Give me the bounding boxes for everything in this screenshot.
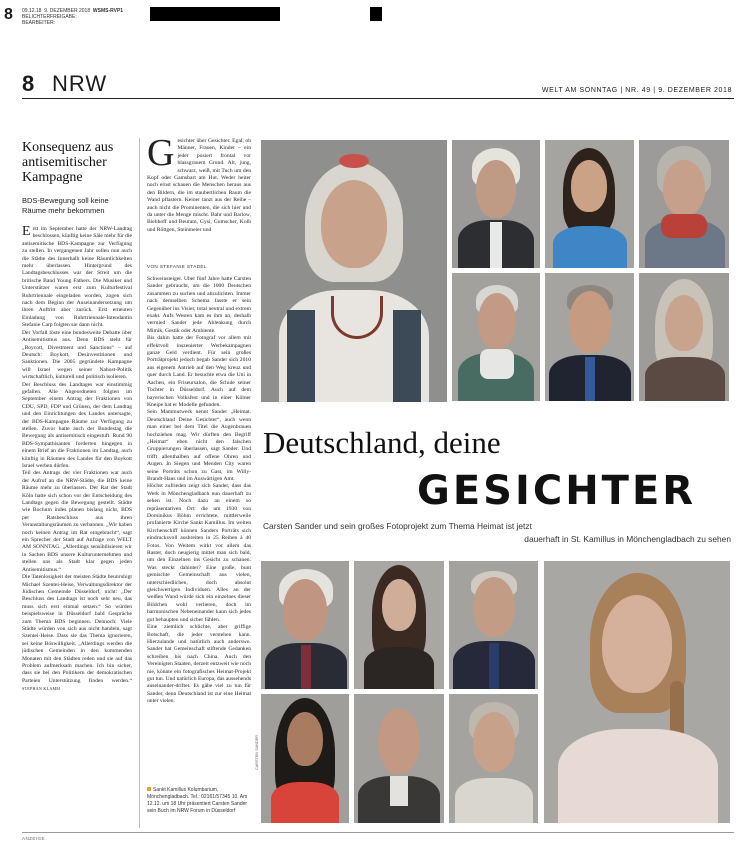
portrait-man-suit bbox=[449, 561, 538, 689]
info-bullet bbox=[147, 787, 151, 791]
portrait-man-glasses-scarf bbox=[452, 273, 540, 401]
edition-code: WSMS-RVP1 bbox=[92, 8, 124, 14]
redaction-bar-small bbox=[370, 7, 382, 21]
article-deck bbox=[263, 520, 731, 546]
portrait-girl bbox=[545, 140, 634, 268]
portrait-old-man-white-hair bbox=[261, 561, 349, 689]
deck-line-1: Carsten Sander und sein großes Fotoprojekt zum Thema Heimat ist jetzt bbox=[263, 521, 532, 531]
article-para-4: Höchst zufrieden zeigt sich Sander, dass das Werk in Mönchengladbach nun dauerhaft zu sehen ist. Noch dazu an einem so repräsentativen Ort: die um 1930 von Dominikus Böhm errichtete, mittlerweile profanierte Kirche Sankt Kamillus. Im weiten Kirchenschiff können Sanders Porträts sich eindrucksvoll ausbreiten in 25 Reihen à 40 Fotos. Von Weitem wirkt vor allem das Raster, doch neugierig mittet man sich bald, um den Einzelnen ins Gesicht zu schauen. Was steckt dahinter? Eine große, bunt gemischte Gemeinschaft aus vielen, unterschiedlichen, doch absolut gleichwertigen Individuen. Alles an der weißen Wand würde sich ein einzelnes dieser Bildchen wohl verlieren, doch im harmonischen Nebeneinander kann sich jedes gut behaupten und sicher fühlen. bbox=[147, 483, 251, 623]
deck-line-2: dauerhaft in St. Kamillus in Mönchengladbach zu sehen bbox=[524, 534, 731, 544]
date-long: 9. DEZEMBER 2018 bbox=[44, 8, 91, 14]
sidebar-headline: Konsequenz aus antisemitischer Kampagne bbox=[22, 140, 114, 185]
ad-label: ANZEIGE bbox=[22, 836, 45, 841]
article-para-1: Schweinsteiger. Über fünf Jahre hatte Carsten Sander gebraucht, um die 1000 Deutschen zusammen zu suchen und abzulichten. Immer nach demselben Schema fasste er sein Gegenüber ins Visier, total neutral und extrem exakt. Aufs Westen kam es ihm an, deshalb vermied Sander jede Ablenkung durch Mimik, Gestik oder Ambiente. bbox=[147, 276, 251, 334]
portrait-young-woman-dark-hair bbox=[354, 561, 444, 689]
editor-label: BEARBEITER: bbox=[22, 20, 56, 26]
sidebar-body bbox=[22, 226, 132, 826]
sidebar-subhead: BDS-Bewegung soll keine Räume mehr bekommen bbox=[22, 196, 109, 215]
portrait-woman-glasses-scarf bbox=[639, 140, 729, 268]
portrait-man-suit-beard bbox=[545, 273, 634, 401]
portrait-large-woman-flowers bbox=[261, 140, 447, 402]
article-para-5: Eine ziemlich schlichte, aber griffige Botschaft, die jeder verstehen kann. Hierzulande und natürlich auch anderswo. Sander hat Gemeinschaft stiftende Gedanken schreiben bis nach China. Auch den Vereinigten Staaten, derzeit entzweit wie noch nie, könnte ein fotografisches Heimat-Projekt gut tun. Und natürlich Europa, das aussehends auseinander-driftet. Es gäbe viel zu tun für Sander, denn Deutschland ist zur eine Heimat unter vielen. bbox=[147, 624, 251, 705]
info-text: Sankt Kamillus Kolumbarium, Mönchengladbach. Tel.: 02161/57345 10. Am 12.12. um 18 Uhr präsentiert Carsten Sander sein Buch im NRW Forum in Düsseldorf bbox=[147, 787, 248, 814]
footer-rule bbox=[22, 832, 734, 833]
redaction-bar bbox=[150, 7, 280, 21]
article-dropcap: G bbox=[147, 138, 175, 174]
author-line: VON STEFANIE STADEL bbox=[147, 264, 207, 269]
portrait-large-girl-braid bbox=[544, 561, 730, 823]
section-title: NRW bbox=[52, 71, 108, 96]
photo-credit: CARSTEN SANDER bbox=[255, 734, 259, 770]
sidebar-para-5: Die Tatenlosigkeit der meisten Städte beunruhigt Michael Szentei-Heise, Verwaltungsdirektor der Jüdischen Gemeinde Düsseldorf, nicht: „Der Beschluss des Landtags ist noch sehr neu, das muss sich erst einmal setzen.“ So würden beispielsweise in Düsseldorf bald Gespräche zum Thema BDS beginnen. Dennoch: Viele Städte würden von sich aus nicht handeln, sagt Szentei-Heise. Dass sie das Thema ignorieren, sei keine Böswilligkeit. „Allerdings werden die jüdischen Gemeinden in den kommenden Monaten mit den Städten reden und sie auf das Problem aufmerksam machen. Ich bin sicher, dass sie bei den Politikern der demokratischen Parteien Unterstützung finden werden.“ bbox=[22, 574, 132, 684]
article-para-3: Sein Mammutwerk nennt Sander „Heimat. Deutschland Deine Gesichter“, auch wenn man einer bei dem Titel die Augenbrauen hochziehen mag. Wir dürften den Begriff „Heimat“ eben nicht den falschen Gruppierungen überlassen, sagt Sander. Und trifft allenthalben auf offene Ohren und Augen. In Siegen und Menden City waren seine Porträts schon zu Gast, im Willy-Brandt-Haus und im Auswärtigen Amt. bbox=[147, 409, 251, 482]
portrait-girl-red-top bbox=[261, 694, 349, 823]
article-headline-emphasis: GESICHTER bbox=[417, 468, 697, 514]
page-number: 8 bbox=[22, 71, 35, 96]
column-rule bbox=[139, 138, 140, 828]
header-rule bbox=[22, 98, 734, 99]
release-label: BELICHTERFREIGABE: bbox=[22, 14, 77, 20]
sidebar-para-3: Der Beschluss des Landtages war einstimmig gefallen. Alle Abgeordneten folgten im September einem Antrag der Fraktionen von CDU, SPD, FDP und Grünen, der dem Landtag und den Einrichtungen des Landes untersagte, der BDS-Kampagne Räume zur Verfügung zu stellen. Zuvor hatte auch der Bundestag die Bewegung als antisemitisch eingestuft. Rund 90 BDS-Sympathisanten forderten hingegen in einem Brief an die Fraktionen im Landtag, auch künftig in Räumen des Landes für den Boykott Israel werben dürfen. bbox=[22, 381, 132, 469]
sidebar-para-1: rst im September hatte der NRW-Landtag beschlossen, künftig keine Säle mehr für die antisemitische BDS-Kampagne zur Verfügung zu stellen. In vergangenen Jahr sollen nun auch die Städte des Innerhalb keine Räumlichkeiten mehr überlassen. Hintergrund des Landtagsbeschlusses war der Streit um die britische Band Young Fathers. Die Musiker und Unterstützer waren erst zum Kulturfestival Ruhrtriennale eingeladen worden, zogen sich nach dem Beginn der Auseinandersetzung um ihren Auftritt aber zurück. Erst erneuten Einladung von Ruhrtriennale-Intendantin Stefanie Carp folgten sie dann nicht. bbox=[22, 226, 132, 329]
masthead: WELT AM SONNTAG | NR. 49 | 9. DEZEMBER 2018 bbox=[541, 87, 732, 94]
sidebar-dropcap: E bbox=[22, 226, 31, 239]
sidebar-para-2: Der Vorfall löste eine bundesweite Debatte über Antisemitismus aus. Denn BDS steht für „Boycott, Divestment und Sanctions“ – auf Deutsch: Boykott, Desinvestitionen und Sanktionen. Die 2005 gegründete Kampagne will Israel wegen seiner Nahost-Politik wirtschaftlich, kulturell und politisch isolieren. bbox=[22, 329, 132, 381]
date-short: 09.12.18 bbox=[22, 8, 42, 14]
article-intro bbox=[147, 138, 251, 260]
portrait-elderly-bald-man bbox=[354, 694, 444, 823]
article-body bbox=[147, 276, 251, 781]
sidebar-para-4: Teil des Antrags der vier Fraktionen war auch der Aufruf an die NRW-Städte, die BDS keine Räume mehr zu überlassen. Der Rat der Stadt Köln hatte sich schon vor der Entscheidung des Landtags gegen die Bewegung gestellt. Städte wie Bochum indes planen bislang nicht, BDS per Ratsbeschluss aus ihren Veranstaltungsräumen zu verbannen. „Wir haben noch keinen Antrag im Rat eingebracht“, sagt ein Sprecher der Stadt auf Anfrage von WELT AM SONNTAG. „Allerdings sensibilisieren wir in Sachen BDS unsere Kulturunternehmen und stellen uns als Stadt klar gegen jeden Antisemitismus.“ bbox=[22, 470, 132, 573]
portrait-old-man bbox=[452, 140, 540, 268]
article-para-2: Bis dahin hatte der Fotograf vor allem mit effektvoll inszenierter Werbekampagnen ganze Geld verdient. Für sein großes Porträtprojekt jedoch begab Sander sich 2010 aus eigenem Antrieb auf den Weg kreuz und quer durch Land. Er besuchte etwa die Uni in Aachen, ein Friseursalon, die Schule seiner Tochter in Düsseldorf. Auch auf dem bayerischen Volksfest und in einer Kölner Kneipe hat er Modelle gefunden. bbox=[147, 335, 251, 408]
article-headline: Deutschland, deine bbox=[263, 425, 501, 460]
info-box bbox=[147, 787, 251, 815]
portrait-woman-short-hair bbox=[449, 694, 538, 823]
article-intro-text: esichter über Gesichter. Egal, ob Männer, Frauen, Kinder – ein jeder posiert frontal vor blassgrauem Grund. Alt, jung, schwarz, weiß, mit Tuch um den Kopf oder Gamsbart am Hut. Weder heiter noch ernst schauen die Menschen heraus aus den Bildern, die im staubertlichen Raum die Wand pflastern. Keiner tanzt aus der Reihe – auch nicht die Prominenten, die sich hier und da unter die Menge mischt. Bahr und Barlow, Biebhoff und Beuram, Gysi, Gumscher, Kolb und Röttgen, Steinmeier und bbox=[147, 138, 251, 233]
sidebar-byline: STEPHAN KLAMM bbox=[22, 686, 61, 692]
portrait-woman-grey-hair bbox=[639, 273, 729, 401]
top-page-number: 8 bbox=[4, 6, 13, 23]
print-metadata bbox=[22, 8, 123, 26]
